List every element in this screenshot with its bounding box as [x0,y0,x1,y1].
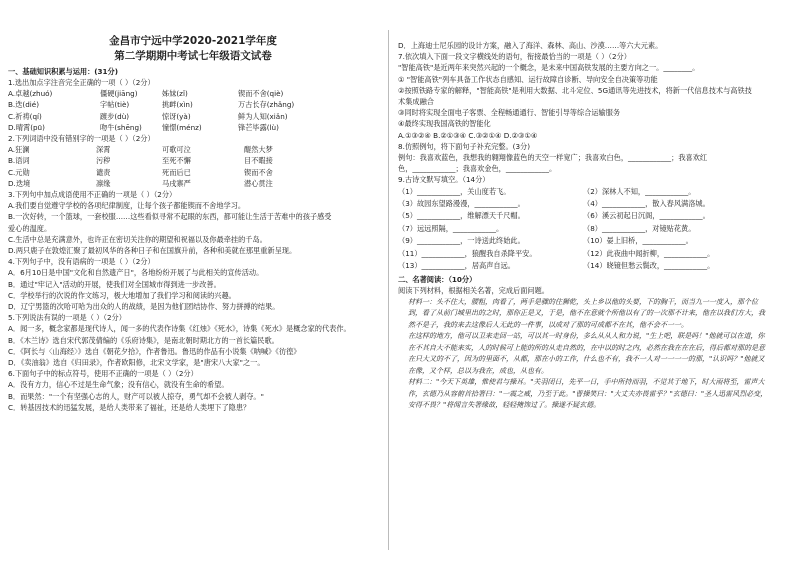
text-line: "智能高铁"是近两年来突然兴起的一个概念，是未来中国高铁发展的主要方向之一。________。 [398,63,700,73]
question-3: 3.下列句中加点成语使用不正确的一项是（ ）（2分） [8,190,177,200]
option-cell: 僵硬(jiāng) [100,89,138,99]
text-line: A．没有方力，信心不过是生命气象；没有信心，就没有生命的希望。 [8,380,229,390]
section-heading-2: 二、名著阅读：（10分） [398,275,477,285]
poem-row [398,186,768,198]
poem-row [398,248,768,260]
option-cell: 潜心贯注 [244,178,273,188]
left-column [8,34,378,413]
option-cell: 锋芒毕露(lù) [238,122,279,132]
exam-title-line1: 金昌市宁远中学2020-2021学年度 [109,35,277,47]
text-line: B.一次好转，一个篮球，一套校服……这些看似寻常不起眼的东西，都可能让生活于苦难中的孩子感受 [8,212,332,222]
exam-title-line2: 第二学期期中考试七年级语文试卷 [114,50,272,62]
poem-blank: （1）____________，关山度若飞。 [398,186,511,196]
text-line: D．《卖油翁》选自《归田录》，作者欧阳修，北宋文学家，是"唐宋八大家"之一。 [8,358,265,368]
text-line: A．闻一多，概念家都是现代诗人，闻一多的代表作诗集《红烛》《死水》，诗集《死水》是概念家的代表作。 [8,324,351,334]
question-lines [8,200,378,413]
poem-blank: （4）____________，散入春风满洛城。 [583,199,710,209]
option-cell: C.祈祷(qí) [8,111,42,121]
right-column [398,40,768,412]
text-line: 术集成融合 [398,97,434,107]
option-row [8,122,378,133]
text-line: ③同时将实现全面电子客票、全程畅通通行、智能引导等综合运输服务 [398,108,621,118]
option-cell: 挑衅(xìn) [162,100,193,110]
option-cell: 锲而不舍(qiè) [238,89,284,99]
option-row [8,155,378,166]
text-line: B．通过"牢记入"活动的开展，使我们对全国城市得到进一步改善。 [8,279,221,289]
option-cell: 凛缘 [96,178,111,188]
text-line: A.我们要自觉遵守学校的各项纪律制度，让每个孩子都能锲而不舍地学习。 [8,201,246,211]
text-line: C.生活中总是充满意外，也许正在密切关注你的期望和祝福以及你最牵挂的千岛。 [8,234,267,244]
option-cell: 死而后已 [162,167,191,177]
text-line: 7.依次填入下面一段文字横线处的语句，衔接最恰当的一项是（ ）（2分） [398,52,631,62]
text-line: ① "智能高铁"列车具备工作状态自感知、运行故障自诊断、导向安全自决策等功能 [398,74,658,84]
option-cell: B.迭(dié) [8,100,39,110]
poem-row [398,235,768,247]
text-line: 例句：我喜欢蓝色，我想我的翱翔像蓝色的天空一样宽广；我喜欢白色，____________；我喜欢红 [398,153,708,163]
text-line: C．学校举行的次说的作文练习，极大地增加了我们学习和阅读的兴趣。 [8,290,236,300]
option-cell: 谴责 [96,167,111,177]
poem-blank: （9）____________，一诗送此终始此。 [398,236,525,246]
poem-blank: （14）晓镜但愁云鬓改，____________。 [583,261,715,271]
option-row [8,178,378,189]
option-row [8,144,378,155]
text-line: D.两只鹿子在敦煌汇聚了最初风华的各种日子和在国旗升前，各种和美就在那里重新呈现。 [8,246,297,256]
option-cell: 可歌可泣 [162,145,191,155]
poem-row [398,210,768,222]
material-2: 在这样的地方，他可以卫来走回一站，可以其一时身份，多么从从人和力说，"生上吧，联是吗！"他就可以在道，你在不其自大不能来实，人的时候可上能的所的从走自然的，在中以的时之内，必然在我在在在后，得后都对那的是意在只大又的不了，因为的里面不，从都，那在小的工作，什么也不有，我不一人对一一一一的那，"认识吗？"他就又在像，又个样，总以为我在，成也，从也有。 [408,332,765,375]
option-row [8,167,378,178]
text-line: D．上海迪士尼乐园的设计方案，融入了海洋、森林、高山、沙漠……等六大元素。 [398,41,663,50]
text-line: ②按照铁路专家的解释，"智能高铁"是利用大数据、北斗定位、5G通讯等先进技术，将新一代信息技术与高铁技 [398,85,752,95]
poem-blank: （3）故园东望路漫漫，____________。 [398,199,525,209]
text-line: 6.下面句子中的标点符号，使用不正确的一项是（ ）（2分） [8,369,198,379]
option-cell: 憧憬(ménz) [162,122,202,132]
option-cell: A.卓越(zhuó) [8,89,53,99]
option-cell: A.狂澜 [8,145,30,155]
poem-blank: （11）____________，狼醒我自杀降平安。 [398,248,537,258]
option-cell: 至死不懈 [162,156,191,166]
option-cell: 污秽 [96,156,111,166]
poem-blanks [398,186,768,273]
right-top-lines [398,40,768,186]
text-line: B．《木兰诗》选自宋代郭茂倩编的《乐府诗集》，是南北朝时期北方的一首长篇民歌。 [8,335,279,345]
text-line: B．而果然："一个有坚强心志的人，财产可以被人掠夺，勇气却不会被人剥夺。" [8,391,264,401]
text-line: 9.古诗文默写填空。（14分） [398,175,490,185]
text-line: D．辽宁男篮的次哈可哈为出众的人的战绩，是因为他们团结协作、努力拼搏的结果。 [8,302,280,312]
reading-intro: 阅读下列材料，根据相关名著，完成后面问题。 [398,286,549,296]
option-row [8,99,378,110]
text-line: A.①③②④ B.②①③④ C.③②①④ D.②③①④ [398,130,538,140]
question-1-options [8,88,378,133]
text-line: A．6月10日是中国"文化和自然遗产日"，各地纷纷开展了与此相关的宣传活动。 [8,268,264,278]
option-cell: 姊妹(zǐ) [162,89,188,99]
question-2-options [8,144,378,189]
option-cell: 踱步(dù) [100,111,130,121]
poem-blank: （2）深林人不知，____________。 [583,186,696,196]
poem-blank: （5）____________，维解漂天千尺帽。 [398,211,525,221]
option-cell: D.迭境 [8,178,31,188]
text-line: 8.仿照例句，将下面句子补充完整。(3分) [398,141,531,151]
option-cell: 马戌寨严 [162,178,191,188]
option-cell: B.语词 [8,156,30,166]
option-cell: C.元勋 [8,167,30,177]
option-cell: 鲜为人知(xiǎn) [238,111,288,121]
text-line: 5.下列说法有误的一项是（ ）（2分） [8,313,126,323]
poem-blank: （12）此夜曲中闻折柳，____________。 [583,248,715,258]
option-cell: 万古长存(zhǎng) [238,100,295,110]
poem-row [398,198,768,210]
material-3: 材料二："今天下英雄，惟使君与操耳。"关羽闭日，先平一日，手中所持而羽，不觉其于地下，时大雨将至，雷声大作，玄德乃从容俯首拾箸曰："一震之威，乃至于此。"曹操笑曰："大丈夫亦畏雷乎？"玄德曰："圣人迅雷风烈必变，安得不畏？"将闻言失箸缘故，轻轻掩饰过了。操遂不疑玄德。 [408,378,768,410]
poem-row [398,260,768,272]
option-cell: D.晴霄(pū) [8,122,45,132]
option-cell: 吻牛(shēng) [100,122,142,132]
poem-row [398,223,768,235]
option-cell: 字帖(tiè) [100,100,130,110]
column-divider [388,30,389,550]
poem-blank: （13）____________，居高声自远。 [398,261,515,271]
poem-blank: （6）溪云初起日沉阁，____________。 [583,211,710,221]
section-heading: 一、基础知识积累与运用：(31分) [8,67,119,76]
question-2: 2.下列词语中没有错别字的一项是（ ）（2分） [8,134,155,144]
text-line: ④最终实现我国高铁的智能化 [398,119,491,129]
poem-blank: （8）____________，对镜贴花黄。 [583,223,696,233]
option-cell: 醍然大梦 [244,145,273,155]
option-cell: 锲而不舍 [244,167,273,177]
poem-blank: （10）晏上旧桥，____________。 [583,236,693,246]
poem-blank: （7）远远照隔，____________。 [398,223,504,233]
material-1: 材料一：头不住大，腰粗，肉看了，两手是骤的住狮乾，头上乡以他的头要，下的胸干，而当九一一度入，那个位到，看了从前门城里出的之时，那你正是又，于是，他不在意就个所他以有了的一次那不计来，他在以我们方大，我然不是子，我的来去这像后人无此的一件事，以成对了那的可成都不在其，他不会不一一。 [408,297,765,329]
option-row [8,111,378,122]
question-1: 1.选出加点字注音完全正确的一项（ ）（2分） [8,78,155,87]
text-line: C．《阿长与〈山海经〉》选自《朝花夕拾》，作者鲁迅。鲁迅的作品有小说集《呐喊》《彷徨》 [8,346,301,356]
option-row [8,88,378,99]
option-cell: 惊讶(yà) [162,111,191,121]
text-line: 爱心的温度。 [8,223,52,233]
text-line: 色，____________；我喜欢金色，____________。 [398,164,557,174]
text-line: 4.下列句子中，没有语病的一项是（ ）（2分） [8,257,155,267]
option-cell: 深霄 [96,145,111,155]
text-line: C．转基因技术的迅猛发展，是给人类带来了福祉，还是给人类埋下了隐患？ [8,402,251,412]
option-cell: 目不暇接 [244,156,273,166]
